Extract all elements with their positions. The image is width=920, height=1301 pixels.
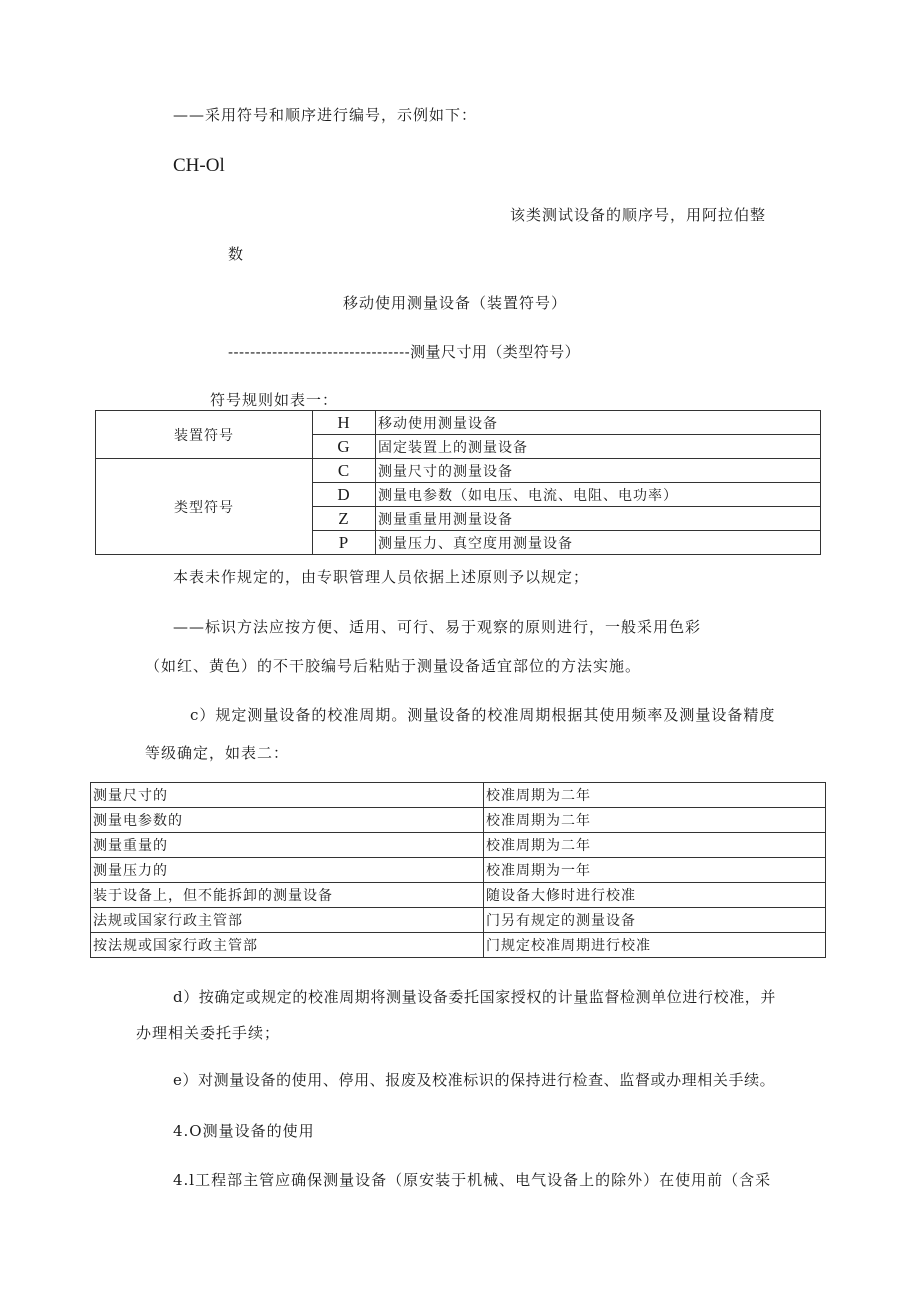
equipment-cell: 测量电参数的 (91, 808, 484, 833)
calibration-period-clause: c）规定测量设备的校准周期。测量设备的校准周期根据其使用频率及测量设备精度 (190, 706, 776, 724)
symbol-rules-table (95, 410, 821, 555)
type-symbol-note: ---------------------------------测量尺寸用（类型符号） (228, 343, 581, 361)
symbol-cell: G (313, 435, 376, 459)
period-cell: 校准周期为一年 (484, 858, 826, 883)
equipment-cell: 测量压力的 (91, 858, 484, 883)
sequence-number-note: 该类测试设备的顺序号，用阿拉伯整 (510, 206, 767, 224)
calibration-period-clause-cont: 等级确定，如表二： (145, 744, 290, 762)
table-row (96, 411, 821, 435)
symbol-cell: D (313, 483, 376, 507)
calibration-period-table (90, 782, 826, 958)
table-row (91, 858, 826, 883)
marking-method-note: ——标识方法应按方便、适用、可行、易于观察的原则进行，一般采用色彩 (173, 618, 702, 636)
period-cell: 随设备大修时进行校准 (484, 883, 826, 908)
table-row (91, 933, 826, 958)
symbol-cell: Z (313, 507, 376, 531)
symbol-cell: H (313, 411, 376, 435)
symbol-cell: P (313, 531, 376, 555)
section-clause: 4.l工程部主管应确保测量设备（原安装于机械、电气设备上的除外）在使用前（含采 (173, 1171, 772, 1189)
table1-caption: 符号规则如表一： (210, 391, 339, 409)
description-cell: 测量压力、真空度用测量设备 (376, 531, 821, 555)
period-cell: 校准周期为二年 (484, 808, 826, 833)
status-check-clause: e）对测量设备的使用、停用、报废及校准标识的保持进行检查、监督或办理相关手续。 (173, 1071, 776, 1089)
table-row (91, 883, 826, 908)
calibration-entrust-clause: d）按确定或规定的校准周期将测量设备委托国家授权的计量监督检测单位进行校准，并 (173, 988, 777, 1006)
numbering-intro: ——采用符号和顺序进行编号，示例如下： (173, 106, 478, 124)
equipment-cell: 按法规或国家行政主管部 (91, 933, 484, 958)
symbol-cell: C (313, 459, 376, 483)
table-row (91, 783, 826, 808)
period-cell: 校准周期为二年 (484, 783, 826, 808)
table1-footnote: 本表未作规定的，由专职管理人员依据上述原则予以规定； (173, 568, 590, 586)
description-cell: 固定装置上的测量设备 (376, 435, 821, 459)
code-example: CH-Ol (173, 155, 225, 176)
device-symbol-note: 移动使用测量设备（装置符号） (343, 294, 568, 312)
calibration-entrust-clause-cont: 办理相关委托手续； (136, 1024, 281, 1042)
equipment-cell: 装于设备上，但不能拆卸的测量设备 (91, 883, 484, 908)
category-cell: 类型符号 (96, 459, 313, 555)
equipment-cell: 测量重量的 (91, 833, 484, 858)
section-heading: 4.O测量设备的使用 (173, 1122, 315, 1140)
category-cell: 装置符号 (96, 411, 313, 459)
description-cell: 测量重量用测量设备 (376, 507, 821, 531)
marking-method-note-cont: （如红、黄色）的不干胶编号后粘贴于测量设备适宜部位的方法实施。 (145, 657, 642, 675)
table-row (91, 908, 826, 933)
period-cell: 门另有规定的测量设备 (484, 908, 826, 933)
period-cell: 校准周期为二年 (484, 833, 826, 858)
period-cell: 门规定校准周期进行校准 (484, 933, 826, 958)
equipment-cell: 法规或国家行政主管部 (91, 908, 484, 933)
sequence-number-note-cont: 数 (228, 245, 245, 263)
table-row (91, 833, 826, 858)
description-cell: 移动使用测量设备 (376, 411, 821, 435)
equipment-cell: 测量尺寸的 (91, 783, 484, 808)
description-cell: 测量电参数（如电压、电流、电阻、电功率） (376, 483, 821, 507)
description-cell: 测量尺寸的测量设备 (376, 459, 821, 483)
table-row (96, 459, 821, 483)
table-row (91, 808, 826, 833)
